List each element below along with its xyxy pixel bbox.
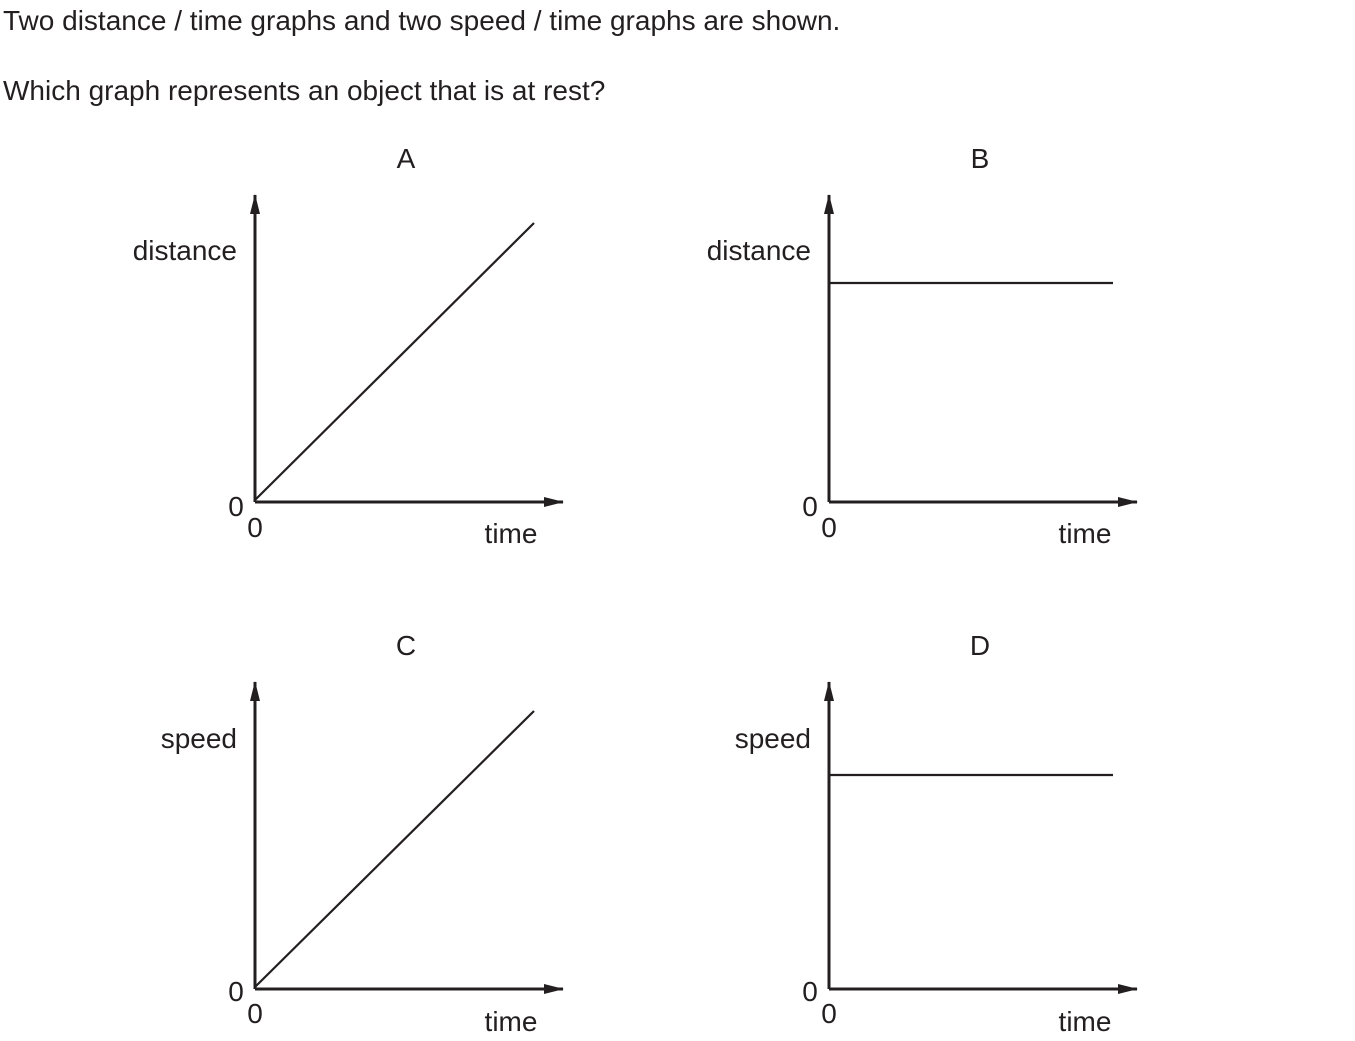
graph-b-letter: B bbox=[970, 143, 990, 174]
graph-a-x-label: time bbox=[484, 518, 538, 549]
graph-d-y-label: speed bbox=[734, 723, 811, 754]
graph-c-plot-line bbox=[255, 711, 534, 987]
graph-d-x-label: time bbox=[1058, 1006, 1112, 1037]
graph-b-y-origin: 0 bbox=[802, 491, 818, 522]
graph-a-x-origin: 0 bbox=[247, 512, 263, 543]
graph-a bbox=[133, 143, 563, 549]
graph-c-x-label: time bbox=[484, 1006, 538, 1037]
graph-c-y-label: speed bbox=[160, 723, 237, 754]
question-line-1: Two distance / time graphs and two speed / time graphs are shown. bbox=[3, 5, 841, 36]
question-line-2: Which graph represents an object that is at rest? bbox=[3, 75, 606, 106]
graph-c-x-origin: 0 bbox=[247, 998, 263, 1029]
graph-d bbox=[735, 630, 1137, 1037]
graph-a-y-origin: 0 bbox=[228, 491, 244, 522]
graph-a-y-label: distance bbox=[132, 235, 237, 266]
graph-c-letter: C bbox=[395, 630, 417, 661]
graph-d-x-origin: 0 bbox=[821, 998, 837, 1029]
graph-d-letter: D bbox=[969, 630, 991, 661]
graph-a-letter: A bbox=[396, 143, 416, 174]
graph-b-x-origin: 0 bbox=[821, 512, 837, 543]
graph-d-y-origin: 0 bbox=[802, 976, 818, 1007]
graph-b bbox=[707, 143, 1137, 549]
graph-b-x-label: time bbox=[1058, 518, 1112, 549]
graph-b-y-label: distance bbox=[706, 235, 811, 266]
graph-c bbox=[161, 630, 563, 1037]
graph-a-plot-line bbox=[255, 223, 534, 500]
graph-c-y-origin: 0 bbox=[228, 976, 244, 1007]
